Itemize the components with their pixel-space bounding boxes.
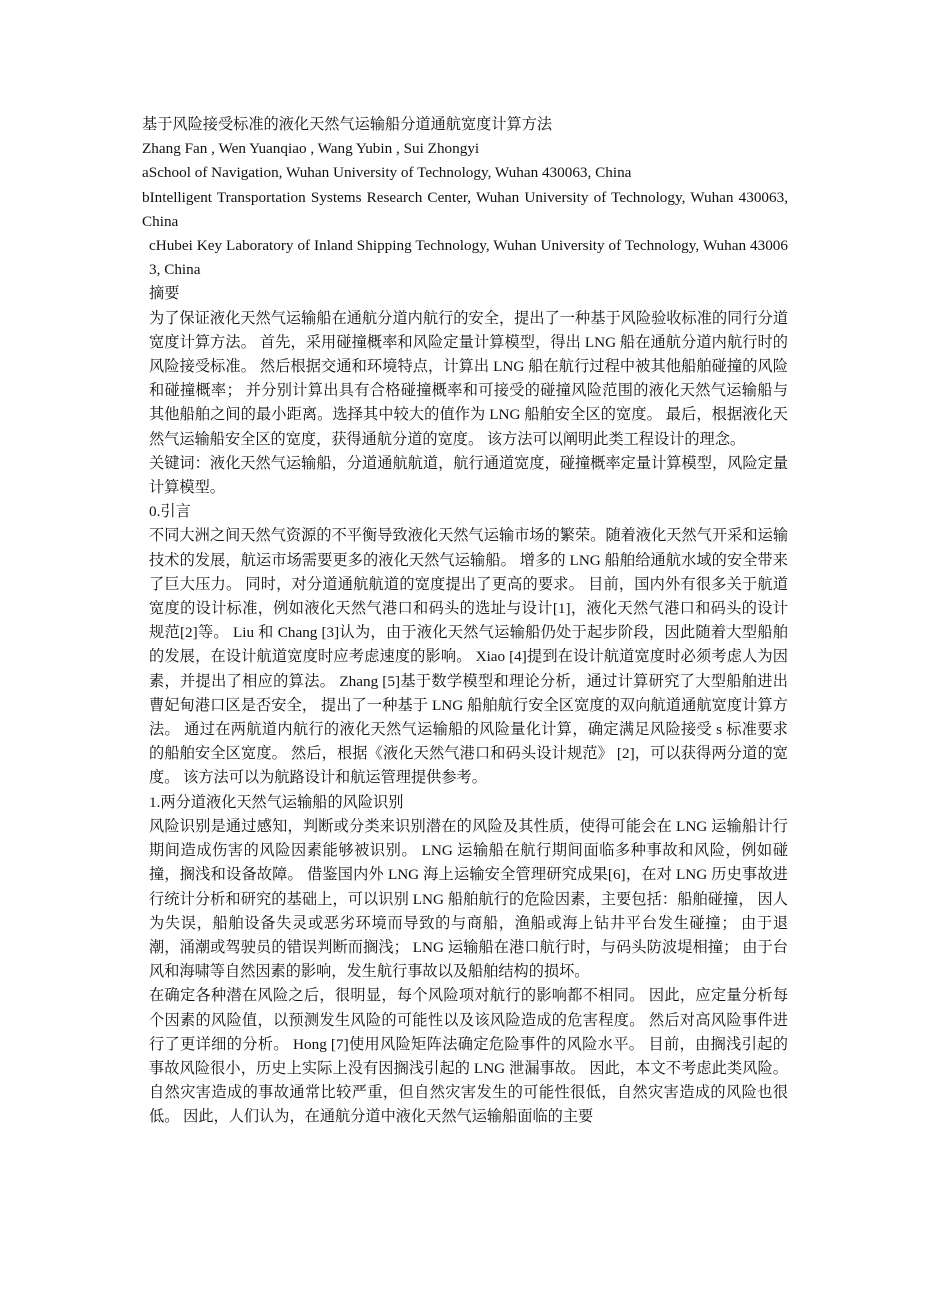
affiliation-b: bIntelligent Transportation Systems Research Center, Wuhan University of Technology, Wuhan 430063, China — [142, 188, 788, 230]
paper-title: 基于风险接受标准的液化天然气运输船分道通航宽度计算方法 — [142, 116, 553, 133]
abstract-text: 为了保证液化天然气运输船在通航分道内航行的安全，提出了一种基于风险验收标准的同行分道宽度计算方法。 首先，采用碰撞概率和风险定量计算模型，得出 LNG 船在通航分道内航行时的风险接受标准。 然后根据交通和环境特点，计算出 LNG 船在航行过程中被其他船舶碰撞的风险和碰撞概率； 并分别计算出具有合格碰撞概率和可接受的碰撞风险范围的液化天然气运输船与其他船舶之间的最小距离。选择其中较大的值作为 LNG 船舶安全区的宽度。 最后，根据液化天然气运输船安全区的宽度，获得通航分道的宽度。 该方法可以阐明此类工程设计的理念。 — [149, 309, 788, 448]
section-1-paragraph-1: 风险识别是通过感知，判断或分类来识别潜在的风险及其性质，使得可能会在 LNG 运输船计行期间造成伤害的风险因素能够被识别。 LNG 运输船在航行期间面临多种事故和风险，例如碰撞，搁浅和设备故障。 借鉴国内外 LNG 海上运输安全管理研究成果[6]，在对 LNG 历史事故进行统计分析和研究的基础上，可以识别 LNG 船舶航行的危险因素，主要包括：船舶碰撞， 因人为失误，船舶设备失灵或恶劣环境而导致的与商船，渔船或海上钻井平台发生碰撞； 由于退潮，涌潮或驾驶员的错误判断而搁浅； LNG 运输船在港口航行时，与码头防波堤相撞； 由于台风和海啸等自然因素的影响，发生航行事故以及船舶结构的损坏。 — [149, 817, 788, 981]
keywords: 关键词：液化天然气运输船，分道通航航道，航行通道宽度，碰撞概率定量计算模型，风险定量计算模型。 — [149, 454, 788, 497]
abstract-heading: 摘要 — [149, 285, 180, 303]
affiliation-a: aSchool of Navigation, Wuhan University of Technology, Wuhan 430063, China — [142, 164, 632, 182]
author-list: Zhang Fan , Wen Yuanqiao , Wang Yubin , Sui Zhongyi — [142, 140, 480, 158]
document-page — [142, 113, 788, 1130]
affiliation-c: cHubei Key Laboratory of Inland Shipping Technology, Wuhan University of Technology, Wuhan 430063, China — [149, 237, 788, 279]
section-0-text: 不同大洲之间天然气资源的不平衡导致液化天然气运输市场的繁荣。随着液化天然气开采和运输技术的发展，航运市场需要更多的液化天然气运输船。 增多的 LNG 船舶给通航水域的安全带来了巨大压力。 同时，对分道通航航道的宽度提出了更高的要求。 目前，国内外有很多关于航道宽度的设计标准，例如液化天然气港口和码头的选址与设计[1]，液化天然气港口和码头的设计规范[2]等。 Liu 和 Chang [3]认为，由于液化天然气运输船仍处于起步阶段，因此随着大型船舶的发展，在设计航道宽度时应考虑速度的影响。 Xiao [4]提到在设计航道宽度时必须考虑人为因素，并提出了相应的算法。 Zhang [5]基于数学模型和理论分析，通过计算研究了大型船舶进出曹妃甸港口区是否安全， 提出了一种基于 LNG 船舶航行安全区宽度的双向航道通航宽度计算方法。 通过在两航道内航行的液化天然气运输船的风险量化计算，确定满足风险接受 s 标准要求的船舶安全区宽度。 然后，根据《液化天然气港口和码头设计规范》 [2]，可以获得两分道的宽度。 该方法可以为航路设计和航运管理提供参考。 — [149, 527, 788, 787]
section-1-paragraph-2: 在确定各种潜在风险之后，很明显，每个风险项对航行的影响都不相同。 因此，应定量分析每个因素的风险值，以预测发生风险的可能性以及该风险造成的危害程度。 然后对高风险事件进行了更详细的分析。 Hong [7]使用风险矩阵法确定危险事件的风险水平。 目前，由搁浅引起的事故风险很小，历史上实际上没有因搁浅引起的 LNG 泄漏事故。 因此，本文不考虑此类风险。 自然灾害造成的事故通常比较严重，但自然灾害发生的可能性很低，自然灾害造成的风险也很低。 因此，人们认为，在通航分道中液化天然气运输船面临的主要 — [149, 987, 788, 1126]
section-0-heading: 0.引言 — [149, 503, 191, 521]
section-1-heading: 1.两分道液化天然气运输船的风险识别 — [149, 793, 404, 811]
